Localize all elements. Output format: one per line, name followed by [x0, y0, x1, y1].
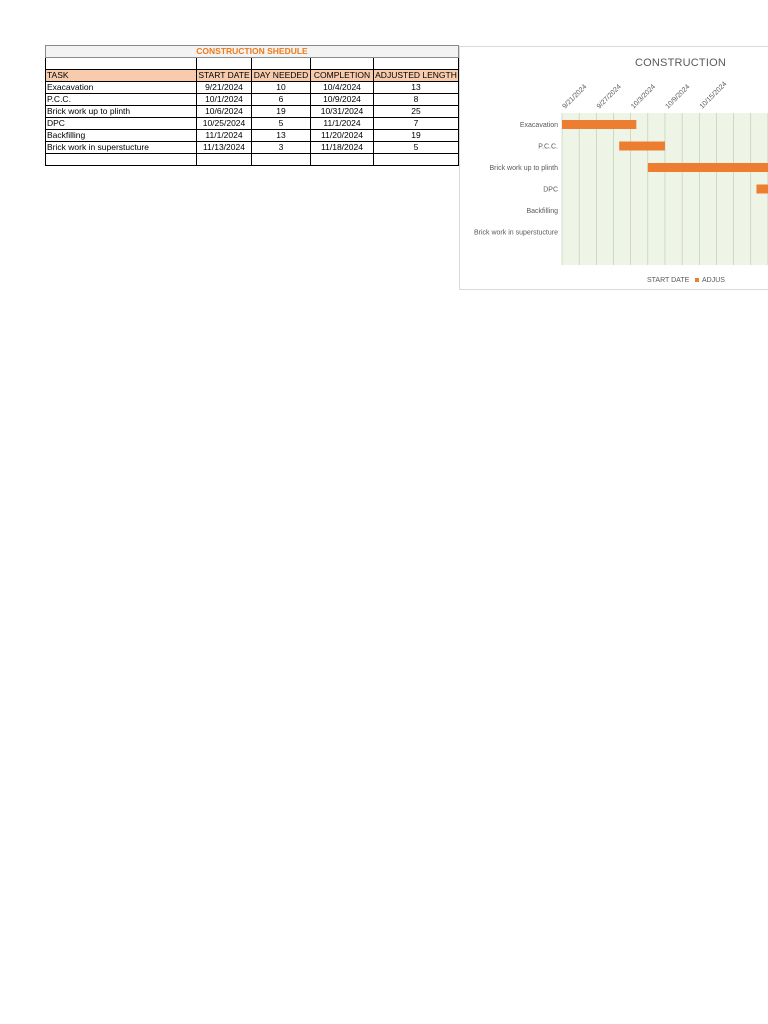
- header-start-date[interactable]: START DATE: [198, 70, 250, 80]
- category-label: P.C.C.: [538, 143, 558, 151]
- table-row: [46, 106, 459, 118]
- x-tick-label: 9/27/2024: [595, 83, 623, 111]
- category-label: Backfilling: [526, 208, 558, 215]
- header-row: [46, 70, 459, 82]
- category-label: DPC: [543, 186, 558, 194]
- cell-adjusted[interactable]: 25: [374, 106, 459, 118]
- chart-title: CONSTRUCTION: [635, 57, 727, 69]
- cell-completion[interactable]: 11/20/2024: [311, 130, 374, 142]
- table-row: [46, 118, 459, 130]
- legend-swatch: [695, 278, 699, 282]
- cell-completion[interactable]: 10/4/2024: [311, 82, 374, 94]
- header-task[interactable]: TASK: [46, 70, 197, 82]
- cell-task[interactable]: P.C.C.: [46, 94, 197, 106]
- cell-completion[interactable]: 10/9/2024: [311, 94, 374, 106]
- table-row: [46, 142, 459, 154]
- cell-days[interactable]: 3: [252, 142, 311, 154]
- cell-start[interactable]: 9/21/2024: [197, 82, 252, 94]
- x-tick-label: 10/3/2024: [630, 83, 658, 111]
- header-day-needed[interactable]: DAY NEEDED: [252, 70, 311, 82]
- cell-days[interactable]: 5: [252, 118, 311, 130]
- cell-days[interactable]: 13: [252, 130, 311, 142]
- cell-task[interactable]: Brick work up to plinth: [46, 106, 197, 118]
- cell-start[interactable]: 11/13/2024: [197, 142, 252, 154]
- cell-start[interactable]: 11/1/2024: [197, 130, 252, 142]
- category-label: Exacavation: [519, 122, 558, 129]
- cell-days[interactable]: 10: [252, 82, 311, 94]
- category-label: Brick work up to plinth: [489, 165, 558, 172]
- cell-task[interactable]: Backfilling: [46, 130, 197, 142]
- cell-adjusted[interactable]: 19: [374, 130, 459, 142]
- legend-adjusted-length: ADJUS: [702, 277, 725, 284]
- table-row: [46, 130, 459, 142]
- cell-task[interactable]: Brick work in superstucture: [46, 142, 197, 154]
- x-tick-label: 10/15/2024: [698, 80, 729, 111]
- cell-task[interactable]: Exacavation: [46, 82, 197, 94]
- chart-canvas: [460, 47, 768, 289]
- cell-task[interactable]: DPC: [46, 118, 197, 130]
- gantt-bar: [562, 120, 636, 129]
- x-tick-label: 10/9/2024: [664, 83, 692, 111]
- cell-adjusted[interactable]: 5: [374, 142, 459, 154]
- cell-start[interactable]: 10/6/2024: [197, 106, 252, 118]
- table-row: [46, 94, 459, 106]
- cell-days[interactable]: 19: [252, 106, 311, 118]
- gantt-bar: [756, 185, 768, 194]
- cell-start[interactable]: 10/25/2024: [197, 118, 252, 130]
- header-adjusted-length[interactable]: ADJUSTED LENGTH: [375, 70, 457, 80]
- gantt-chart[interactable]: [459, 46, 768, 290]
- blank-row: [46, 58, 459, 70]
- blank-row: [46, 154, 459, 166]
- header-completion[interactable]: COMPLETION: [311, 70, 374, 82]
- category-label: Brick work in superstucture: [473, 229, 558, 237]
- cell-completion[interactable]: 11/1/2024: [311, 118, 374, 130]
- cell-start[interactable]: 10/1/2024: [197, 94, 252, 106]
- cell-days[interactable]: 6: [252, 94, 311, 106]
- cell-adjusted[interactable]: 7: [374, 118, 459, 130]
- x-tick-label: 9/21/2024: [561, 83, 589, 111]
- cell-adjusted[interactable]: 8: [374, 94, 459, 106]
- table-row: [46, 82, 459, 94]
- gantt-bar: [619, 142, 665, 151]
- schedule-table: [45, 45, 459, 166]
- gantt-bar: [648, 163, 768, 172]
- cell-completion[interactable]: 10/31/2024: [311, 106, 374, 118]
- cell-completion[interactable]: 11/18/2024: [311, 142, 374, 154]
- legend-start-date: START DATE: [647, 277, 690, 284]
- cell-adjusted[interactable]: 13: [374, 82, 459, 94]
- schedule-title[interactable]: CONSTRUCTION SHEDULE: [46, 46, 459, 58]
